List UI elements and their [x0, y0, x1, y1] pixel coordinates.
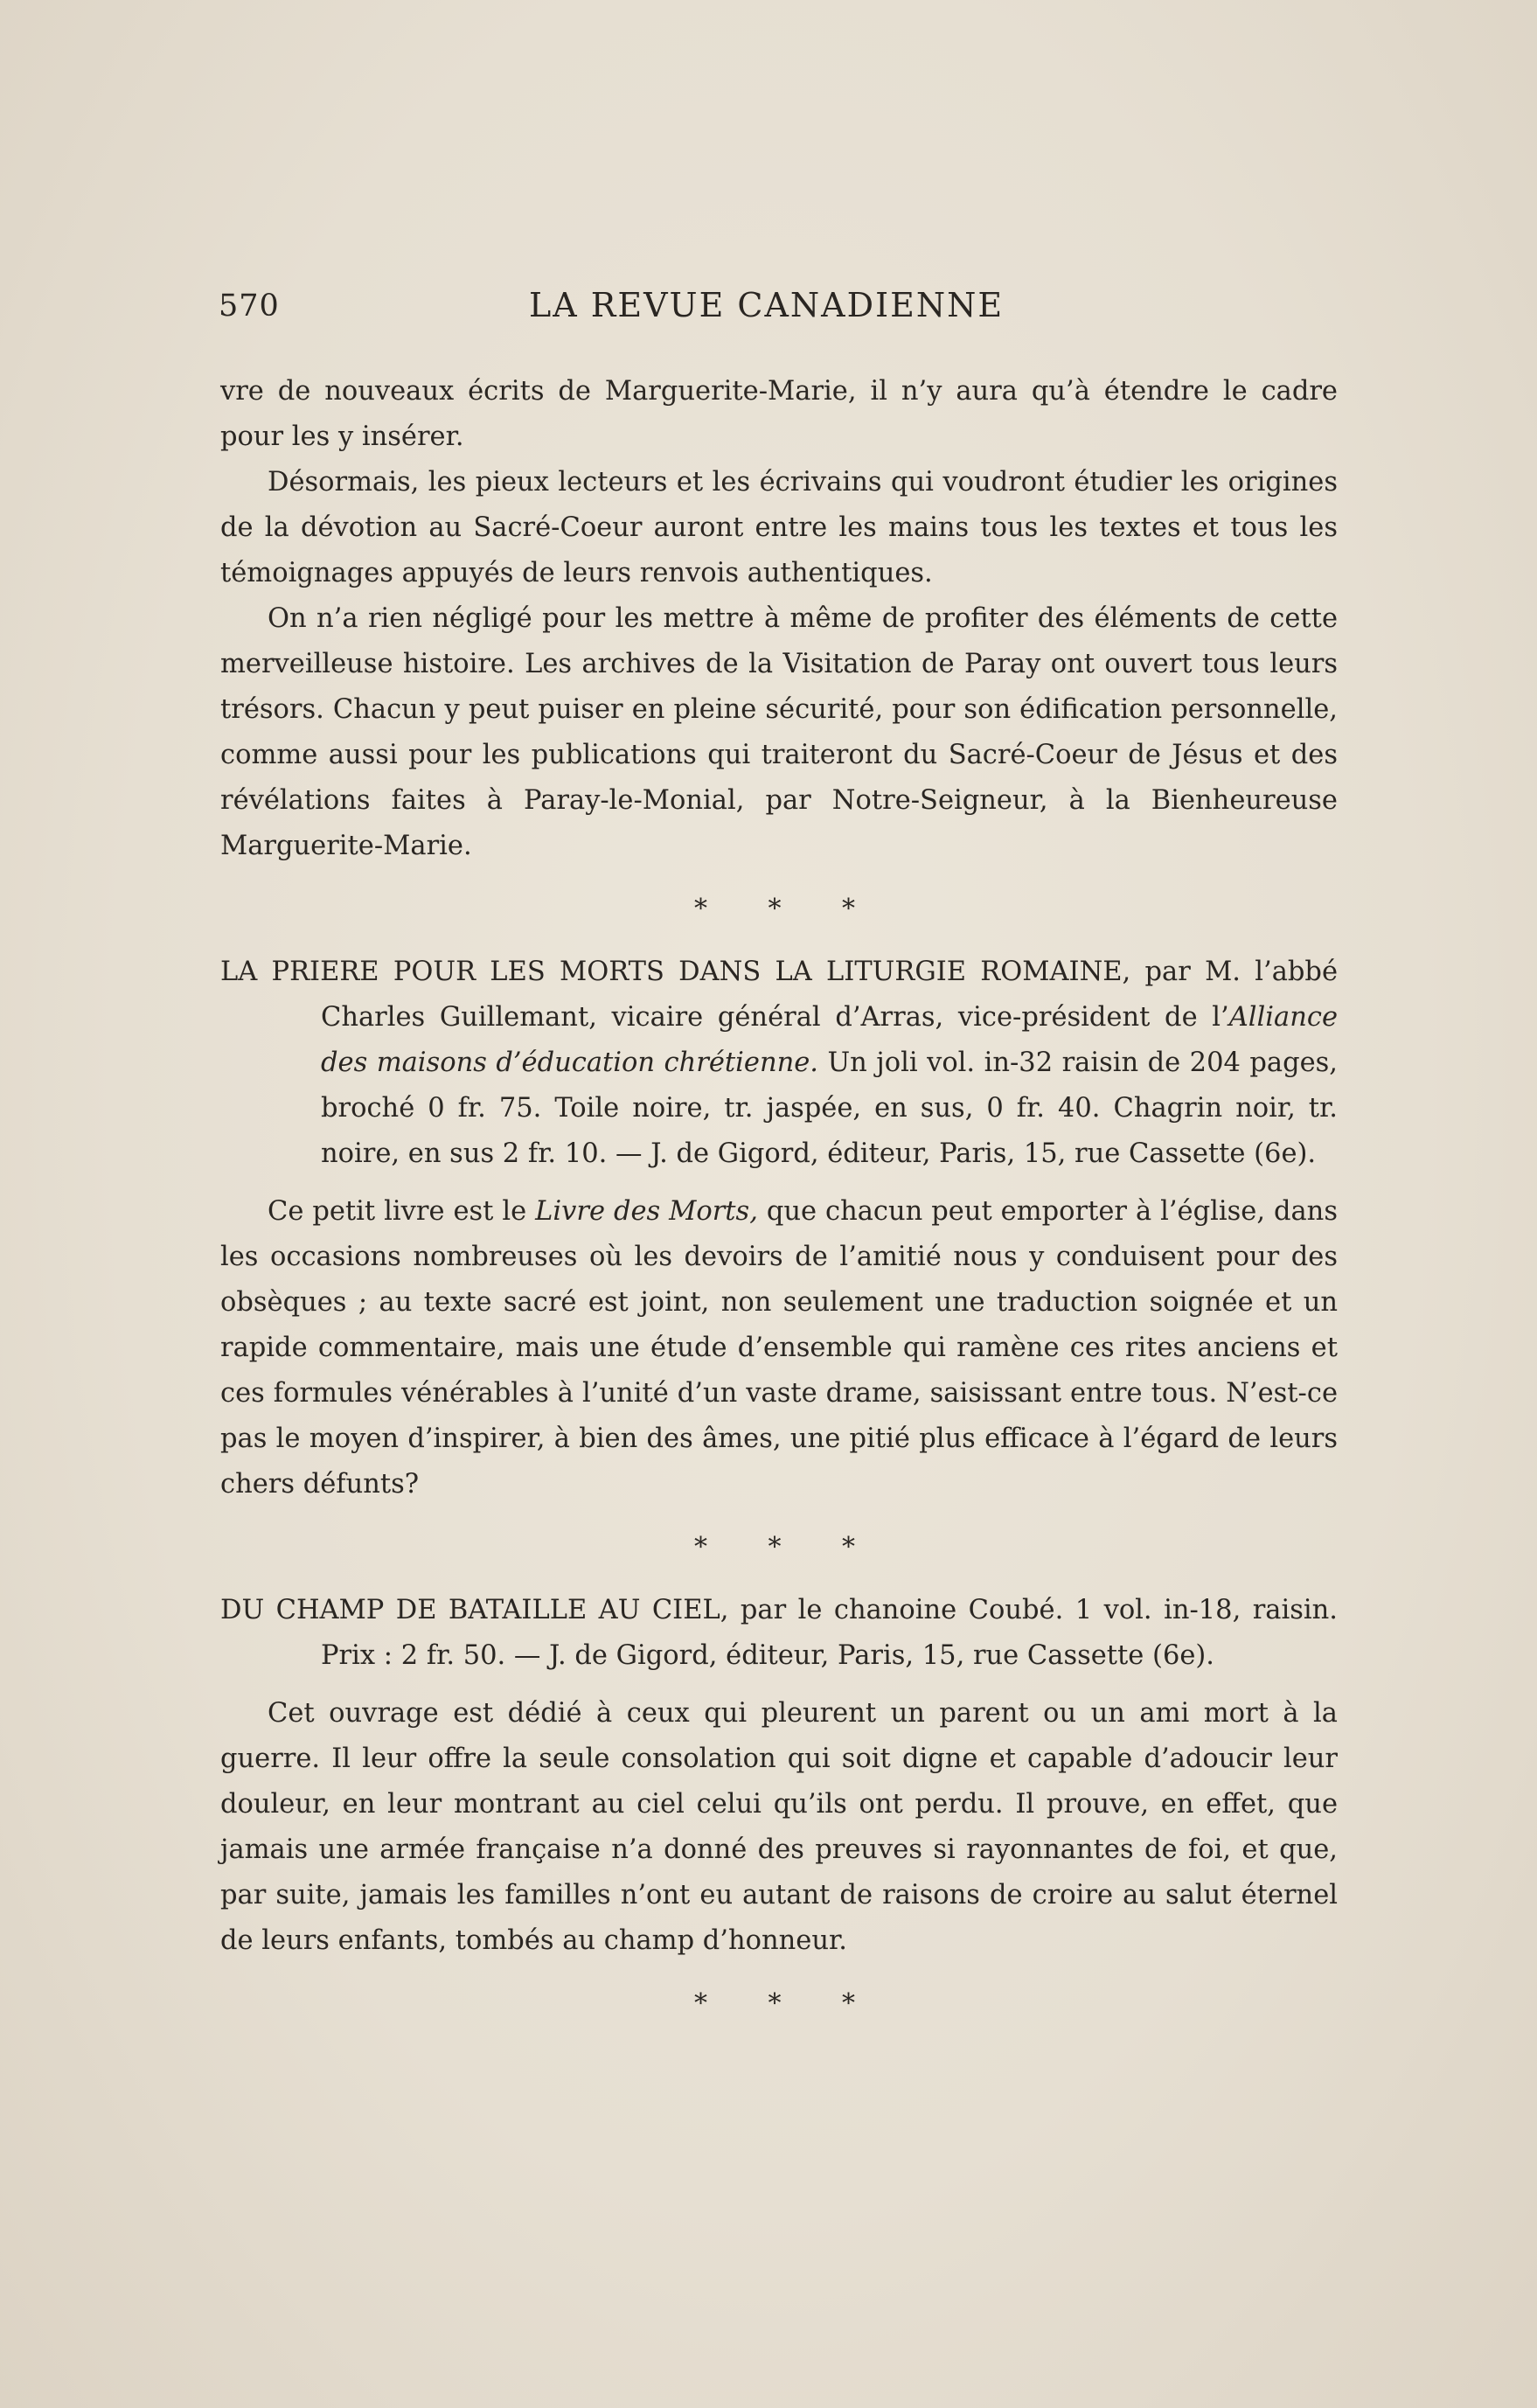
book-series-title: Alliance des maisons d’éducation chrétienne.: [321, 1002, 1338, 1078]
page-header: [0, 282, 1537, 334]
book-title: LA PRIERE POUR LES MORTS DANS LA LITURGIE ROMAINE,: [220, 957, 1131, 987]
running-title: LA REVUE CANADIENNE: [529, 286, 1005, 324]
book-entry: [220, 1588, 1338, 1679]
book-details: par M. l’abbé Charles Guillemant, vicaire général d’Arras, vice-président de l’: [321, 957, 1338, 1033]
paragraph: On n’a rien négligé pour les mettre à même de profiter des éléments de cette merveilleuse histoire. Les archives de la Visitation de Paray ont ouvert tous leurs trésors. Chacun y peut puiser en pleine sécurité, pour son édification personnelle, comme aussi pour les publications qui traiteront du Sacré-Coeur de Jésus et des révélations faites à Paray-le-Monial, par Notre-Seigneur, à la Bienheureuse Marguerite-Marie.: [220, 603, 1338, 861]
section-separator: * * *: [693, 1532, 882, 1562]
continued-paragraph: vre de nouveaux écrits de Marguerite-Marie, il n’y aura qu’à étendre le cadre pour les y insérer.: [220, 376, 1338, 452]
section-separator: * * *: [693, 894, 882, 924]
paragraph: Désormais, les pieux lecteurs et les écrivains qui voudront étudier les origines de la dévotion au Sacré-Coeur auront entre les mains tous les textes et tous les témoignages appuyés de leurs renvois authentiques.: [220, 467, 1338, 588]
section-separator: * * *: [693, 1988, 882, 2019]
book-review: Ce petit livre est le Livre des Morts, que chacun peut emporter à l’église, dans les occasions nombreuses où les devoirs de l’amitié nous y conduisent pour des obsèques ; au texte sacré est joint, non seulement une traduction soignée et un rapide commentaire, mais une étude d’ensemble qui ramène ces rites anciens et ces formules vénérables à l’unité d’un vaste drame, saisissant entre tous. N’est-ce pas le moyen d’inspirer, à bien des âmes, une pitié plus efficace à l’égard de leurs chers défunts?: [220, 1196, 1338, 1500]
main-text: [220, 369, 1338, 2027]
book-title-italic: Livre des Morts,: [535, 1196, 758, 1227]
book-details: par le chanoine Coubé. 1 vol. in-18, raisin. Prix : 2 fr. 50. — J. de Gigord, éditeur, Paris, 15, rue Cassette (6e).: [321, 1595, 1338, 1671]
page-number: 570: [219, 289, 280, 324]
book-entry: [220, 950, 1338, 1177]
book-title: DU CHAMP DE BATAILLE AU CIEL,: [220, 1595, 729, 1625]
book-details: Un joli vol. in-32 raisin de 204 pages, broché 0 fr. 75. Toile noire, tr. jaspée, en sus, 0 fr. 40. Chagrin noir, tr. noire, en sus 2 fr. 10. — J. de Gigord, éditeur, Paris, 15, rue Cassette (6e).: [321, 1047, 1338, 1169]
book-review: Cet ouvrage est dédié à ceux qui pleurent un parent ou un ami mort à la guerre. Il leur offre la seule consolation qui soit digne et capable d’adoucir leur douleur, en leur montrant au ciel celui qu’ils ont perdu. Il prouve, en effet, que jamais une armée française n’a donné des preuves si rayonnantes de foi, et que, par suite, jamais les familles n’ont eu autant de raisons de croire au salut éternel de leurs enfants, tombés au champ d’honneur.: [220, 1698, 1338, 1956]
